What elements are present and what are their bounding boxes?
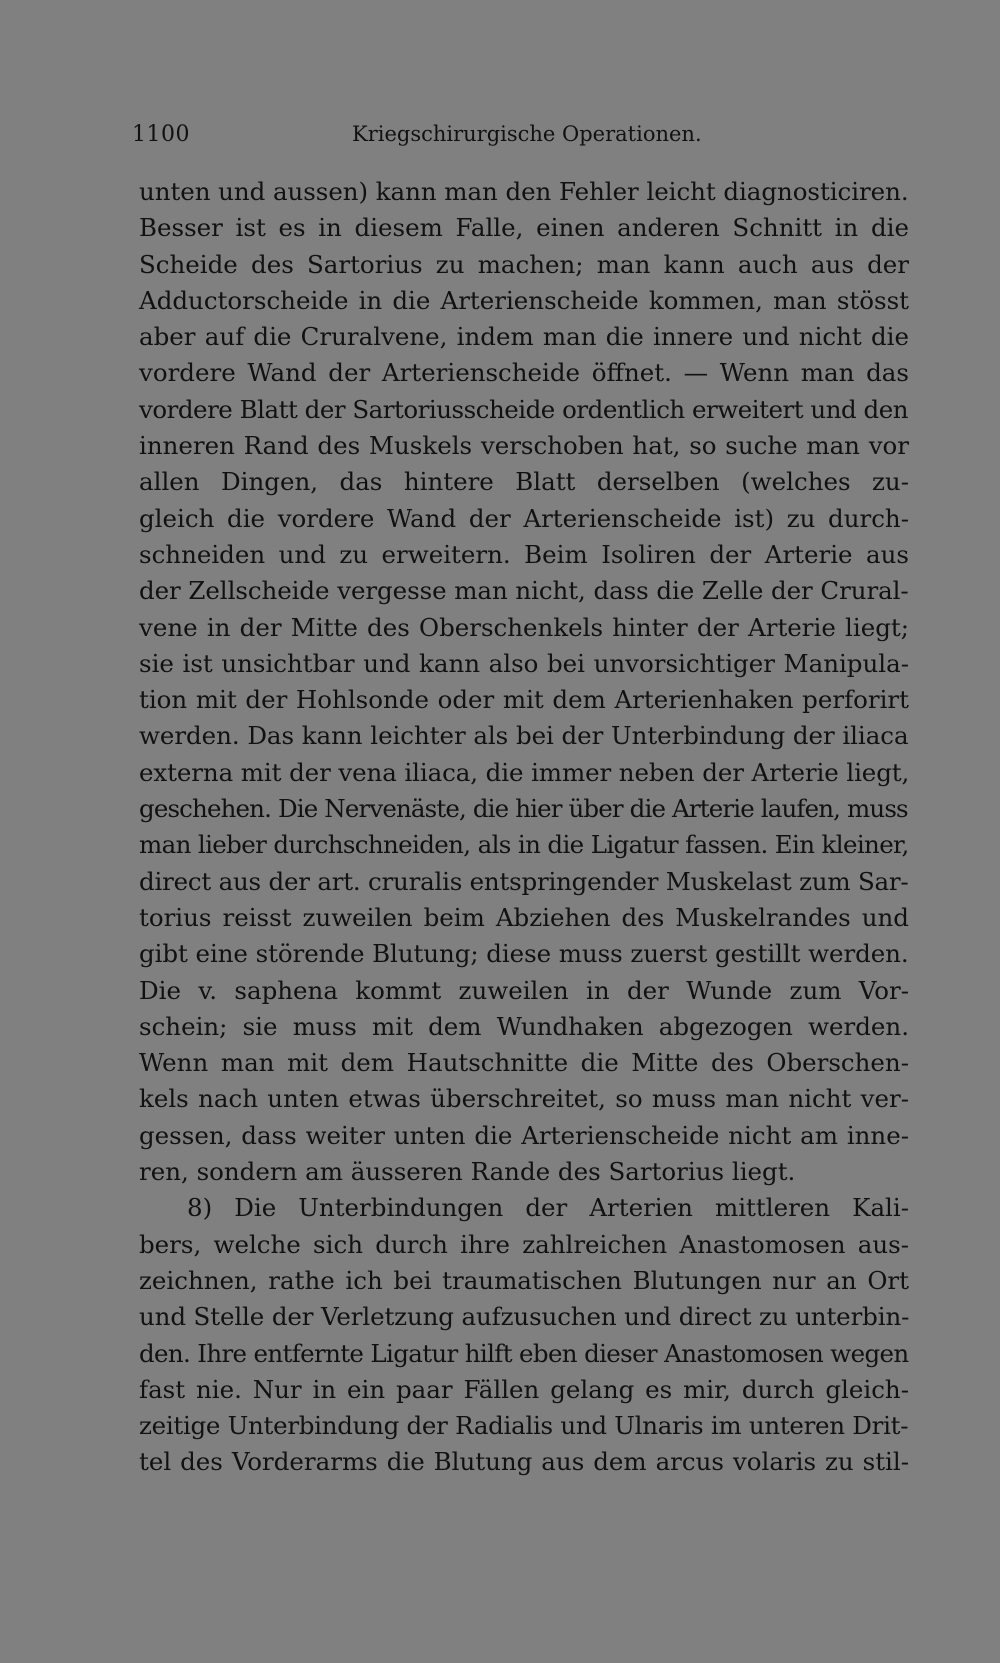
text-line: bers, welche sich durch ihre zahlreichen Anastomosen aus- <box>139 1229 909 1259</box>
text-line: direct aus der art. cruralis entspringender Muskelast zum Sar- <box>139 866 909 896</box>
text-line: geschehen. Die Nervenäste, die hier über die Arterie laufen, muss <box>139 794 908 824</box>
text-line: inneren Rand des Muskels verschoben hat, so suche man vor <box>139 431 909 461</box>
text-line: den. Ihre entfernte Ligatur hilft eben dieser Anastomosen wegen <box>139 1338 909 1368</box>
text-line: Adductorscheide in die Arterienscheide kommen, man stösst <box>139 285 909 315</box>
text-line: und Stelle der Verletzung aufzusuchen und direct zu unterbin- <box>139 1302 910 1332</box>
text-line: vordere Wand der Arterienscheide öffnet. — Wenn man das <box>139 358 909 388</box>
text-line: werden. Das kann leichter als bei der Unterbindung der iliaca <box>139 721 909 751</box>
text-line: vene in der Mitte des Oberschenkels hinter der Arterie liegt; <box>139 612 909 642</box>
text-line: tel des Vorderarms die Blutung aus dem arcus volaris zu stil- <box>139 1447 909 1477</box>
text-line: Die v. saphena kommt zuweilen in der Wunde zum Vor- <box>139 975 909 1005</box>
text-line: zeichnen, rathe ich bei traumatischen Blutungen nur an Ort <box>139 1265 909 1295</box>
text-line: gibt eine störende Blutung; diese muss zuerst gestillt werden. <box>139 939 909 969</box>
text-line: vordere Blatt der Sartoriusscheide ordentlich erweitert und den <box>139 394 909 424</box>
text-line: sie ist unsichtbar und kann also bei unvorsichtiger Manipula- <box>139 648 909 678</box>
text-line: allen Dingen, das hintere Blatt derselben (welches zu- <box>139 467 909 497</box>
running-head: Kriegschirurgische Operationen. <box>352 122 702 146</box>
text-line: externa mit der vena iliaca, die immer neben der Arterie liegt, <box>139 757 910 787</box>
text-line: kels nach unten etwas überschreitet, so muss man nicht ver- <box>139 1084 909 1114</box>
page-number: 1100 <box>132 122 190 147</box>
text-line: zeitige Unterbindung der Radialis und Ulnaris im unteren Drit- <box>139 1411 909 1441</box>
text-line: torius reisst zuweilen beim Abziehen des Muskelrandes und <box>139 902 909 932</box>
text-line: fast nie. Nur in ein paar Fällen gelang es mir, durch gleich- <box>139 1374 909 1404</box>
text-line: Scheide des Sartorius zu machen; man kann auch aus der <box>139 249 909 279</box>
text-line: ren, sondern am äusseren Rande des Sartorius liegt. <box>139 1157 796 1187</box>
text-line: Besser ist es in diesem Falle, einen anderen Schnitt in die <box>139 213 909 243</box>
text-line: 8) Die Unterbindungen der Arterien mittleren Kali- <box>187 1193 909 1223</box>
text-line: schneiden und zu erweitern. Beim Isoliren der Arterie aus <box>139 539 909 569</box>
text-line: gleich die vordere Wand der Arterienscheide ist) zu durch- <box>139 503 909 533</box>
page-header <box>132 122 912 156</box>
text-line: gessen, dass weiter unten die Arterienscheide nicht am inne- <box>139 1120 909 1150</box>
text-line: schein; sie muss mit dem Wundhaken abgezogen werden. <box>139 1011 909 1041</box>
text-line: aber auf die Cruralvene, indem man die innere und nicht die <box>139 322 909 352</box>
text-line: tion mit der Hohlsonde oder mit dem Arterienhaken perforirt <box>139 685 909 715</box>
body-text <box>139 174 909 1481</box>
text-line: der Zellscheide vergesse man nicht, dass die Zelle der Crural- <box>139 576 909 606</box>
text-line: unten und aussen) kann man den Fehler leicht diagnosticiren. <box>139 177 909 206</box>
text-line: man lieber durchschneiden, als in die Ligatur fassen. Ein kleiner, <box>139 830 909 860</box>
text-line: Wenn man mit dem Hautschnitte die Mitte des Oberschen- <box>139 1048 909 1078</box>
